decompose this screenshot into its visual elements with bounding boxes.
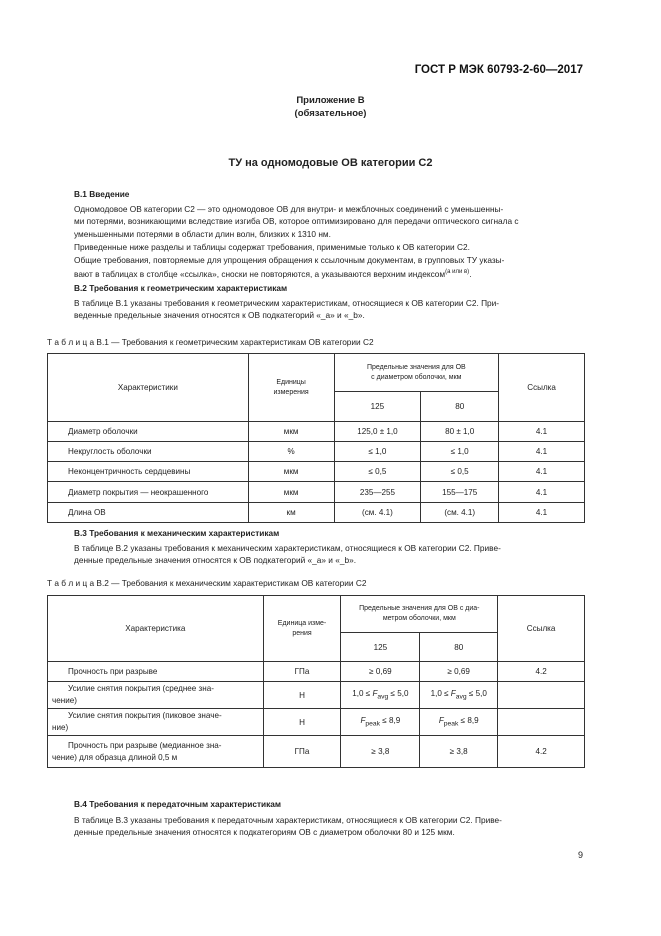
subscript: peak xyxy=(365,720,381,728)
text-line: ние) xyxy=(52,723,69,732)
section-heading-b4: B.4 Требования к передаточным характеристикам xyxy=(74,799,282,809)
paragraph-b2 xyxy=(74,297,586,322)
cell-80: ≥ 3,8 xyxy=(420,736,498,768)
text: 1,0 ≤ xyxy=(352,689,373,699)
annex-title: Приложение B xyxy=(296,95,365,106)
text-line: чение) xyxy=(52,696,77,705)
paragraph-b1-1 xyxy=(74,203,586,240)
text: вают в таблицах в столбце «ссылка», сноски не повторяются, а указываются верхним индексом xyxy=(74,269,446,280)
symbol: F xyxy=(450,689,456,699)
cell-125: (см. 4.1) xyxy=(334,503,421,523)
paragraph-b3 xyxy=(74,542,586,567)
paragraph-b1-2: Приведенные ниже разделы и таблицы содержат требования, применимые только к ОВ категории С2. xyxy=(74,242,470,252)
header-characteristics: Характеристики xyxy=(48,354,249,422)
cell-unit: Н xyxy=(263,682,341,709)
cell-name xyxy=(48,682,264,709)
cell-80: (см. 4.1) xyxy=(421,503,499,523)
text-line: ми потерями, возникающими вследствие изгиба ОВ, которое оптимизировано для передачи оптического сигнала с xyxy=(74,216,519,227)
header-125: 125 xyxy=(334,392,421,422)
cell-name: Диаметр оболочки xyxy=(48,422,249,442)
cell-ref xyxy=(498,709,585,736)
text-line: В таблице В.2 указаны требования к механическим характеристикам, относящиеся к ОВ категории С2. Приве- xyxy=(74,543,501,553)
cell-ref: 4.1 xyxy=(499,482,585,503)
text-line: Единицы xyxy=(276,378,306,386)
table-geometric xyxy=(47,353,585,523)
header-unit xyxy=(263,596,341,662)
header-limits xyxy=(341,596,498,633)
table1-caption: Т а б л и ц а В.1 — Требования к геометрическим характеристикам ОВ категории С2 xyxy=(47,337,374,347)
cell-unit: мкм xyxy=(248,422,334,442)
text-line: Одномодовое ОВ категории С2 — это одномодовое ОВ для внутри- и межблочных соединений с уменьшенны- xyxy=(74,204,504,214)
header-unit xyxy=(248,354,334,422)
cell-ref: 4.1 xyxy=(499,462,585,482)
cell-80: 80 ± 1,0 xyxy=(421,422,499,442)
paragraph-b4 xyxy=(74,814,586,839)
table-row xyxy=(48,736,585,768)
subscript: avg xyxy=(377,693,389,701)
text-line: денные предельные значения относятся к ОВ подкатегорий «_a» и «_b». xyxy=(74,555,357,566)
cell-125: ≤ 1,0 xyxy=(334,442,421,462)
cell-80 xyxy=(420,709,498,736)
page-title: ТУ на одномодовые ОВ категории С2 xyxy=(228,157,433,169)
text-line: метром оболочки, мкм xyxy=(382,615,456,622)
cell-name: Прочность при разрыве xyxy=(48,662,264,682)
text: ≤ 5,0 xyxy=(388,689,409,699)
text-line: Прочность при разрыве (медианное зна- xyxy=(68,740,222,750)
text-line: денные предельные значения относятся к подкатегориям ОВ с диаметром оболочки 80 и 125 мкм. xyxy=(74,827,455,838)
text-line xyxy=(74,266,586,280)
section-heading-b3: B.3 Требования к механическим характеристикам xyxy=(74,528,280,538)
cell-125: 125,0 ± 1,0 xyxy=(334,422,421,442)
table2-caption: Т а б л и ц а В.2 — Требования к механическим характеристикам ОВ категории С2 xyxy=(47,578,367,588)
annex-status: (обязательное) xyxy=(294,108,367,119)
text: 1,0 ≤ xyxy=(430,689,451,699)
text-line: Предельные значения для ОВ xyxy=(366,363,466,371)
subscript: peak xyxy=(443,720,459,728)
text-line: Усилие снятия покрытия (среднее зна- xyxy=(68,684,214,693)
header-limits xyxy=(334,354,499,392)
cell-ref: 4.2 xyxy=(498,662,585,682)
cell-125: ≤ 0,5 xyxy=(334,462,421,482)
cell-unit: % xyxy=(248,442,334,462)
text-line: чение) для образца длиной 0,5 м xyxy=(52,752,178,762)
cell-125: ≥ 0,69 xyxy=(341,662,420,682)
table-mechanical xyxy=(47,595,585,768)
table-row xyxy=(48,422,585,442)
text-line: Единица изме- xyxy=(277,619,327,627)
text-line: рения xyxy=(292,629,312,637)
cell-name: Диаметр покрытия — неокрашенного xyxy=(48,482,249,503)
cell-name: Неконцентричность сердцевины xyxy=(48,462,249,482)
symbol: F xyxy=(438,716,444,726)
text-line: уменьшенными потерями в области длин волн, близких к 1310 нм. xyxy=(74,228,331,239)
header-characteristic: Характеристика xyxy=(48,596,264,662)
cell-80: ≥ 0,69 xyxy=(420,662,498,682)
section-heading-b1: B.1 Введение xyxy=(74,189,130,199)
cell-unit: ГПа xyxy=(263,662,341,682)
text-line: веденные предельные значения относятся к ОВ подкатегорий «_a» и «_b». xyxy=(74,310,365,321)
table-row xyxy=(48,462,585,482)
cell-125 xyxy=(341,682,420,709)
cell-unit: мкм xyxy=(248,482,334,503)
cell-80: ≤ 0,5 xyxy=(421,462,499,482)
header-reference: Ссылка xyxy=(498,596,585,662)
paragraph-b1-3 xyxy=(74,254,586,281)
cell-name: Некруглость оболочки xyxy=(48,442,249,462)
text-line: Предельные значения для ОВ с диа- xyxy=(359,605,480,612)
subscript: avg xyxy=(455,693,467,701)
cell-ref: 4.1 xyxy=(499,422,585,442)
table-row xyxy=(48,482,585,503)
cell-name xyxy=(48,736,264,768)
text-line: В таблице В.3 указаны требования к передаточным характеристикам, относящиеся к ОВ категории С2. Приве- xyxy=(74,815,502,825)
text-line: измерения xyxy=(273,388,309,396)
section-heading-b2: B.2 Требования к геометрическим характеристикам xyxy=(74,283,288,293)
text-line: В таблице В.1 указаны требования к геометрическим характеристикам, относящиеся к ОВ категории С2. При- xyxy=(74,298,500,308)
cell-80: ≤ 1,0 xyxy=(421,442,499,462)
page-number: 9 xyxy=(578,850,584,860)
text-line: Общие требования, повторяемые для упрощения обращения к ссылочным документам, в групповых ТУ указы- xyxy=(74,255,505,265)
cell-name xyxy=(48,709,264,736)
cell-125: ≥ 3,8 xyxy=(341,736,420,768)
cell-unit: км xyxy=(248,503,334,523)
cell-80: 155—175 xyxy=(421,482,499,503)
cell-unit: Н xyxy=(263,709,341,736)
table-row xyxy=(48,503,585,523)
text-line: Усилие снятия покрытия (пиковое значе- xyxy=(68,711,222,720)
cell-ref: 4.1 xyxy=(499,442,585,462)
superscript-index: (a или в) xyxy=(445,269,470,276)
header-80: 80 xyxy=(421,392,499,422)
cell-80 xyxy=(420,682,498,709)
cell-125: 235—255 xyxy=(334,482,421,503)
table-row xyxy=(48,442,585,462)
cell-unit: ГПа xyxy=(263,736,341,768)
header-reference: Ссылка xyxy=(499,354,585,422)
cell-name: Длина ОВ xyxy=(48,503,249,523)
document-id: ГОСТ Р МЭК 60793-2-60—2017 xyxy=(414,64,583,76)
table-row xyxy=(48,709,585,736)
text-line: с диаметром оболочки, мкм xyxy=(371,373,462,381)
text: ≤ 5,0 xyxy=(466,689,487,699)
table-row xyxy=(48,662,585,682)
header-125: 125 xyxy=(341,633,420,662)
text: . xyxy=(469,269,472,280)
symbol: F xyxy=(360,716,366,726)
cell-unit: мкм xyxy=(248,462,334,482)
cell-125 xyxy=(341,709,420,736)
text: ≤ 8,9 xyxy=(458,716,479,726)
cell-ref xyxy=(498,682,585,709)
symbol: F xyxy=(372,689,378,699)
header-80: 80 xyxy=(420,633,498,662)
text: ≤ 8,9 xyxy=(380,716,401,726)
cell-ref: 4.2 xyxy=(498,736,585,768)
cell-ref: 4.1 xyxy=(499,503,585,523)
table-row xyxy=(48,682,585,709)
